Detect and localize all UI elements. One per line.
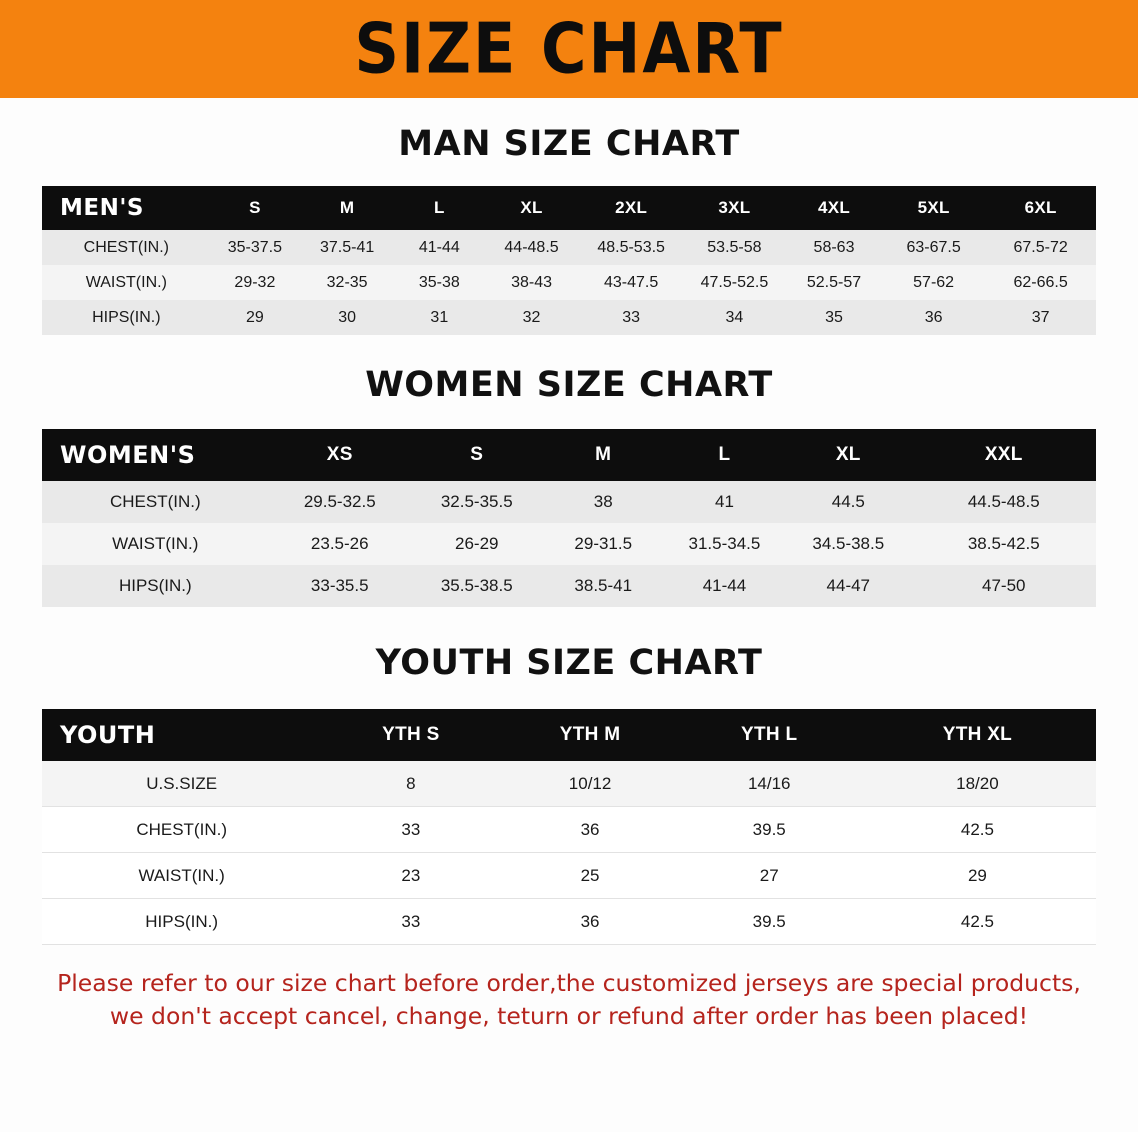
table-header-cell: MEN'S <box>42 186 211 230</box>
table-cell: 27 <box>680 853 859 899</box>
table-cell: 29-32 <box>211 265 300 300</box>
table-cell: 57-62 <box>882 265 985 300</box>
table-cell: 38.5-41 <box>543 565 664 607</box>
table-row <box>42 265 1096 300</box>
man-size-table <box>42 186 1096 335</box>
table-cell: 31.5-34.5 <box>664 523 785 565</box>
table-cell: 38 <box>543 481 664 523</box>
row-label: CHEST(IN.) <box>42 481 269 523</box>
table-cell: 34.5-38.5 <box>785 523 911 565</box>
table-cell: 32.5-35.5 <box>411 481 543 523</box>
row-label: HIPS(IN.) <box>42 899 321 945</box>
table-cell: 34 <box>683 300 786 335</box>
table-cell: 31 <box>395 300 484 335</box>
table-cell: 29 <box>859 853 1096 899</box>
table-header-cell: 6XL <box>985 186 1096 230</box>
youth-section-title: YOUTH SIZE CHART <box>375 643 763 683</box>
policy-note-line-1: Please refer to our size chart before order,the customized jerseys are special products, <box>57 969 1081 997</box>
table-cell: 35-38 <box>395 265 484 300</box>
table-row <box>42 853 1096 899</box>
table-cell: 39.5 <box>680 807 859 853</box>
table-header-cell: 4XL <box>786 186 882 230</box>
table-row <box>42 230 1096 265</box>
youth-size-table <box>42 709 1096 945</box>
table-header-row <box>42 429 1096 481</box>
table-cell: 36 <box>500 807 679 853</box>
table-cell: 29-31.5 <box>543 523 664 565</box>
table-header-cell: L <box>664 429 785 481</box>
table-row <box>42 481 1096 523</box>
table-cell: 44-48.5 <box>484 230 580 265</box>
table-cell: 62-66.5 <box>985 265 1096 300</box>
row-label: U.S.SIZE <box>42 761 321 807</box>
table-cell: 37.5-41 <box>299 230 395 265</box>
table-cell: 53.5-58 <box>683 230 786 265</box>
table-row <box>42 807 1096 853</box>
table-cell: 8 <box>321 761 500 807</box>
table-cell: 52.5-57 <box>786 265 882 300</box>
table-cell: 44.5-48.5 <box>912 481 1096 523</box>
table-cell: 37 <box>985 300 1096 335</box>
table-header-cell: XL <box>785 429 911 481</box>
banner <box>0 0 1138 98</box>
table-cell: 42.5 <box>859 807 1096 853</box>
table-header-cell: YTH M <box>500 709 679 761</box>
row-label: HIPS(IN.) <box>42 565 269 607</box>
table-header-cell: XL <box>484 186 580 230</box>
table-cell: 41-44 <box>664 565 785 607</box>
table-header-cell: S <box>411 429 543 481</box>
table-cell: 47.5-52.5 <box>683 265 786 300</box>
row-label: CHEST(IN.) <box>42 230 211 265</box>
table-cell: 10/12 <box>500 761 679 807</box>
policy-note <box>40 967 1098 1034</box>
table-header-cell: WOMEN'S <box>42 429 269 481</box>
table-cell: 29.5-32.5 <box>269 481 411 523</box>
table-row <box>42 300 1096 335</box>
table-cell: 14/16 <box>680 761 859 807</box>
table-header-cell: 5XL <box>882 186 985 230</box>
table-header-cell: YOUTH <box>42 709 321 761</box>
table-row <box>42 523 1096 565</box>
table-cell: 30 <box>299 300 395 335</box>
table-row <box>42 565 1096 607</box>
row-label: CHEST(IN.) <box>42 807 321 853</box>
table-cell: 39.5 <box>680 899 859 945</box>
table-cell: 67.5-72 <box>985 230 1096 265</box>
table-header-row <box>42 709 1096 761</box>
table-cell: 33 <box>321 807 500 853</box>
table-cell: 35.5-38.5 <box>411 565 543 607</box>
table-cell: 42.5 <box>859 899 1096 945</box>
table-cell: 38.5-42.5 <box>912 523 1096 565</box>
youth-table-wrapper <box>42 709 1096 945</box>
row-label: HIPS(IN.) <box>42 300 211 335</box>
table-cell: 23 <box>321 853 500 899</box>
table-cell: 35-37.5 <box>211 230 300 265</box>
women-size-table <box>42 429 1096 607</box>
row-label: WAIST(IN.) <box>42 265 211 300</box>
table-header-cell: L <box>395 186 484 230</box>
table-cell: 23.5-26 <box>269 523 411 565</box>
table-header-row <box>42 186 1096 230</box>
table-cell: 26-29 <box>411 523 543 565</box>
table-cell: 25 <box>500 853 679 899</box>
table-cell: 43-47.5 <box>580 265 683 300</box>
policy-note-line-2: we don't accept cancel, change, teturn or refund after order has been placed! <box>109 1002 1029 1031</box>
women-table-wrapper <box>42 429 1096 607</box>
table-header-cell: 2XL <box>580 186 683 230</box>
row-label: WAIST(IN.) <box>42 523 269 565</box>
page-title: SIZE CHART <box>354 7 784 90</box>
table-header-cell: 3XL <box>683 186 786 230</box>
table-header-cell: YTH XL <box>859 709 1096 761</box>
table-cell: 44.5 <box>785 481 911 523</box>
table-cell: 41 <box>664 481 785 523</box>
table-row <box>42 899 1096 945</box>
man-table-wrapper <box>42 186 1096 335</box>
table-cell: 32 <box>484 300 580 335</box>
table-cell: 47-50 <box>912 565 1096 607</box>
table-cell: 36 <box>882 300 985 335</box>
table-header-cell: XXL <box>912 429 1096 481</box>
table-cell: 41-44 <box>395 230 484 265</box>
table-cell: 33-35.5 <box>269 565 411 607</box>
table-cell: 35 <box>786 300 882 335</box>
table-cell: 33 <box>321 899 500 945</box>
man-section-title: MAN SIZE CHART <box>398 124 740 164</box>
table-header-cell: YTH L <box>680 709 859 761</box>
table-cell: 63-67.5 <box>882 230 985 265</box>
table-header-cell: YTH S <box>321 709 500 761</box>
table-header-cell: S <box>211 186 300 230</box>
row-label: WAIST(IN.) <box>42 853 321 899</box>
table-cell: 48.5-53.5 <box>580 230 683 265</box>
table-cell: 58-63 <box>786 230 882 265</box>
table-header-cell: M <box>299 186 395 230</box>
table-header-cell: M <box>543 429 664 481</box>
table-cell: 18/20 <box>859 761 1096 807</box>
women-section-title: WOMEN SIZE CHART <box>365 365 773 405</box>
table-cell: 32-35 <box>299 265 395 300</box>
table-cell: 44-47 <box>785 565 911 607</box>
table-cell: 36 <box>500 899 679 945</box>
table-row <box>42 761 1096 807</box>
table-cell: 33 <box>580 300 683 335</box>
table-cell: 38-43 <box>484 265 580 300</box>
table-header-cell: XS <box>269 429 411 481</box>
table-cell: 29 <box>211 300 300 335</box>
